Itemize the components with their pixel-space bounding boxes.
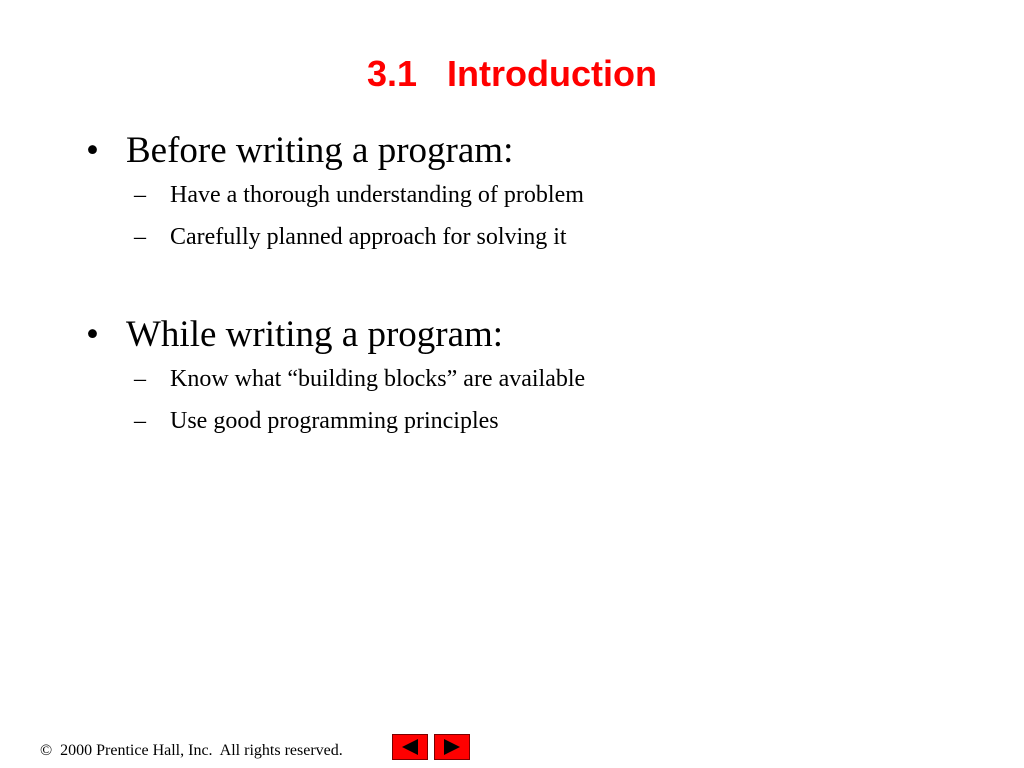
bullet-marker: • <box>86 314 99 355</box>
sub-list <box>80 364 980 436</box>
slide-content <box>80 128 980 448</box>
sub-item <box>80 180 980 210</box>
sub-marker: – <box>134 182 146 208</box>
triangle-right-icon <box>435 735 469 759</box>
sub-marker: – <box>134 224 146 250</box>
next-slide-button[interactable] <box>434 734 470 760</box>
triangle-left-icon <box>393 735 427 759</box>
sub-marker: – <box>134 366 146 392</box>
bullet-item <box>80 312 980 358</box>
sub-marker: – <box>134 408 146 434</box>
sub-item <box>80 222 980 252</box>
title-text: Introduction <box>447 53 657 94</box>
sub-item <box>80 364 980 394</box>
bullet-text: Before writing a program: <box>126 130 514 171</box>
bullet-group <box>80 312 980 436</box>
sub-item-text: Know what “building blocks” are available <box>170 366 586 392</box>
copyright-footer: © 2000 Prentice Hall, Inc. All rights reserved. <box>40 742 343 759</box>
previous-slide-button[interactable] <box>392 734 428 760</box>
slide-title <box>0 52 1024 96</box>
sub-list <box>80 180 980 252</box>
sub-item-text: Use good programming principles <box>170 408 499 434</box>
title-number: 3.1 <box>367 53 418 94</box>
sub-item-text: Have a thorough understanding of problem <box>170 182 584 208</box>
bullet-marker: • <box>86 130 99 171</box>
sub-item-text: Carefully planned approach for solving it <box>170 224 567 250</box>
bullet-item <box>80 128 980 174</box>
bullet-group <box>80 128 980 252</box>
bullet-text: While writing a program: <box>126 314 504 355</box>
spacer <box>80 264 980 312</box>
sub-item <box>80 406 980 436</box>
